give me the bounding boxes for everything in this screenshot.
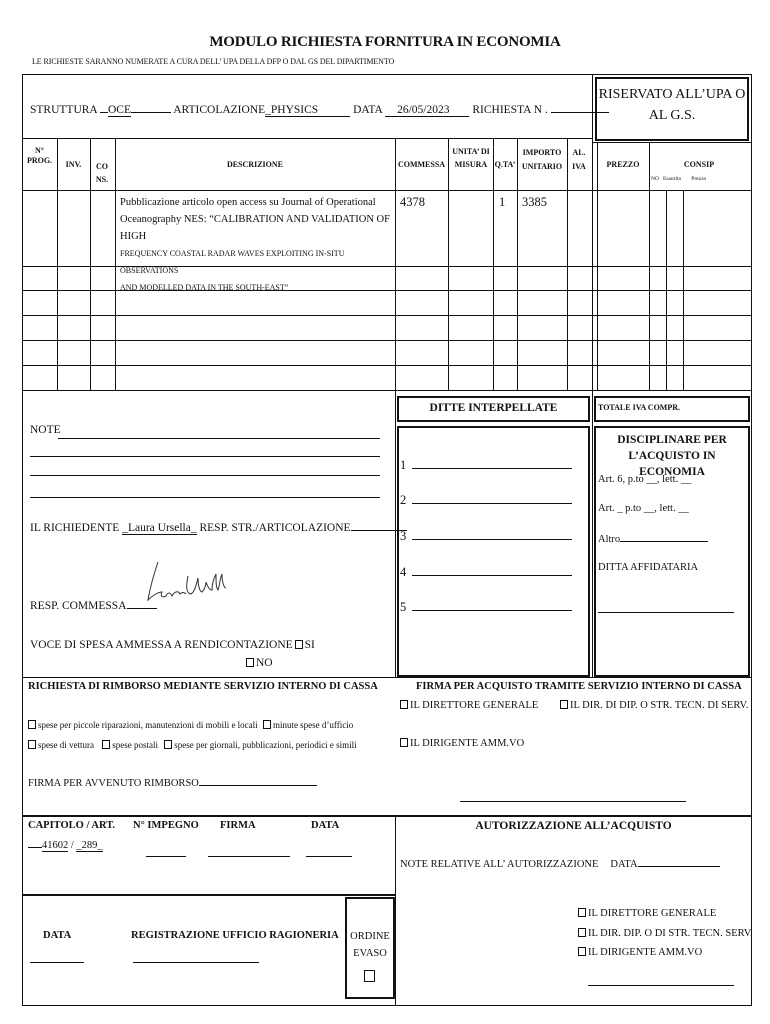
aut-dir-dip-checkbox[interactable] — [578, 928, 586, 937]
col-importo: IMPORTO UNITARIO — [521, 148, 563, 171]
minute-spese-checkbox[interactable] — [263, 720, 271, 729]
rimborso-title: RICHIESTA DI RIMBORSO MEDIANTE SERVIZIO INTERNO DI CASSA — [28, 681, 378, 692]
row1-importo[interactable]: 3385 — [522, 195, 547, 209]
resp-str-field[interactable] — [351, 530, 407, 531]
richiedente-field[interactable]: _Laura Ursella_ — [122, 522, 197, 534]
aut-direttore-checkbox[interactable] — [578, 908, 586, 917]
disciplinare-title: DISCIPLINARE PER L’ACQUISTO IN ECONOMIA — [617, 434, 727, 478]
col-prezzo: PREZZO — [606, 160, 640, 169]
dir-dip-checkbox[interactable] — [560, 700, 568, 709]
autorizzazione-note-row: NOTE RELATIVE ALL’ AUTORIZZAZIONE DATA — [400, 859, 720, 870]
resp-commessa-row: RESP. COMMESSA — [30, 600, 157, 612]
firma-rimborso-field[interactable] — [199, 785, 317, 786]
row1-qta[interactable]: 1 — [499, 195, 506, 209]
disciplinare-art2[interactable]: Art. _ p.to __, lett. __ — [598, 503, 689, 514]
resp-commessa-field[interactable] — [127, 608, 157, 609]
ditta-affidataria-field[interactable] — [598, 612, 734, 613]
row1-descrizione[interactable]: Pubblicazione articolo open access su Journal of Operational Oceanography NES: “CALIBRATION AND VALIDATION OF HIGH FREQUENCY COASTAL RADAR WAVES EXPLOITING IN-SITU OBSERVATIONS AND MODELLED DATA IN THE SOUTH-EAST” — [120, 197, 390, 292]
firma-acquisto-title: FIRMA PER ACQUISTO TRAMITE SERVIZIO INTERNO DI CASSA — [416, 681, 742, 692]
footer-data-field[interactable] — [30, 962, 84, 963]
col-unita: UNITA’ DI MISURA — [452, 147, 490, 169]
no-checkbox[interactable] — [246, 658, 254, 667]
dirigente-amm-checkbox[interactable] — [400, 738, 408, 747]
ditta-1[interactable]: 1 — [400, 458, 572, 473]
col-n-prog: N° PROG. — [26, 146, 53, 165]
capitolo-label: CAPITOLO / ART. — [28, 820, 116, 831]
firma-label: FIRMA — [220, 820, 256, 831]
col-al-iva: AL. IVA — [572, 148, 586, 171]
data-field[interactable]: 26/05/2023 — [385, 104, 469, 117]
spese-vettura-checkbox[interactable] — [28, 740, 36, 749]
top-row-fields: STRUTTURA OCE ARTICOLAZIONE_PHYSICS DATA 26/05/2023 RICHIESTA N . — [30, 104, 609, 117]
ditte-title: DITTE INTERPELLATE — [429, 402, 558, 414]
data-label: DATA — [311, 820, 340, 831]
autorizzazione-firma-field[interactable] — [588, 985, 734, 986]
footer-data-label: DATA — [43, 930, 72, 941]
totale-label: TOTALE IVA COMPR. — [598, 403, 681, 412]
autorizzazione-data-field[interactable] — [638, 866, 720, 867]
autorizzazione-title: AUTORIZZAZIONE ALL’ACQUISTO — [475, 820, 672, 832]
firma-rimborso-row: FIRMA PER AVVENUTO RIMBORSO — [28, 778, 317, 789]
consip-sub: NO Esaurito Prezzo — [651, 176, 707, 182]
note-label: NOTE — [30, 424, 61, 436]
impegno-field[interactable] — [146, 856, 186, 857]
form-subtitle: LE RICHIESTE SARANNO NUMERATE A CURA DELL’ UPA DELLA DFP O DAL GS DEL DIPARTIMENTO — [32, 57, 395, 66]
disciplinare-art1[interactable]: Art. 6, p.to __, lett. __ — [598, 474, 692, 485]
ditta-3[interactable]: 3 — [400, 529, 572, 544]
ditta-2[interactable]: 2 — [400, 493, 572, 508]
riservato-label: RISERVATO ALL’UPA O AL G.S. — [598, 87, 746, 123]
col-consip: CONSIP — [683, 160, 715, 169]
ordine-evaso: ORDINE EVASO — [350, 931, 390, 959]
direttore-generale-checkbox[interactable] — [400, 700, 408, 709]
note-field[interactable] — [58, 438, 380, 439]
row1-commessa[interactable]: 4378 — [400, 195, 425, 209]
richiedente-row: IL RICHIEDENTE _Laura Ursella_ RESP. STR./ARTICOLAZIONE — [30, 522, 407, 535]
ditta-5[interactable]: 5 — [400, 600, 572, 615]
impegno-label: N° IMPEGNO — [133, 820, 199, 831]
col-descrizione: DESCRIZIONE — [226, 160, 283, 169]
piccole-riparazioni-checkbox[interactable] — [28, 720, 36, 729]
spese-postali-checkbox[interactable] — [102, 740, 110, 749]
col-qta: Q.TA’ — [494, 160, 516, 169]
data-field-capitolo[interactable] — [306, 856, 352, 857]
col-cons: CO NS. — [95, 162, 109, 184]
articolazione-field[interactable]: _PHYSICS — [265, 104, 350, 117]
aut-dirigente-checkbox[interactable] — [578, 947, 586, 956]
disciplinare-altro[interactable]: Altro — [598, 534, 708, 545]
col-commessa: COMMESSA — [397, 160, 446, 169]
firma-acquisto-field[interactable] — [460, 801, 686, 802]
ditta-4[interactable]: 4 — [400, 565, 572, 580]
ordine-evaso-checkbox[interactable] — [364, 970, 375, 982]
registrazione-label: REGISTRAZIONE UFFICIO RAGIONERIA — [131, 930, 339, 941]
form-title: MODULO RICHIESTA FORNITURA IN ECONOMIA — [209, 34, 561, 50]
struttura-field[interactable]: OCE — [107, 104, 131, 116]
capitolo-field[interactable]: 41602 / _289_ — [28, 840, 103, 852]
si-checkbox[interactable] — [295, 640, 303, 649]
col-inv: INV. — [65, 160, 82, 169]
firma-field[interactable] — [208, 856, 290, 857]
voce-spesa-row: VOCE DI SPESA AMMESSA A RENDICONTAZIONE SI — [30, 639, 315, 651]
spese-giornali-checkbox[interactable] — [164, 740, 172, 749]
disciplinare-ditta: DITTA AFFIDATARIA — [598, 562, 699, 573]
registrazione-field[interactable] — [133, 962, 259, 963]
